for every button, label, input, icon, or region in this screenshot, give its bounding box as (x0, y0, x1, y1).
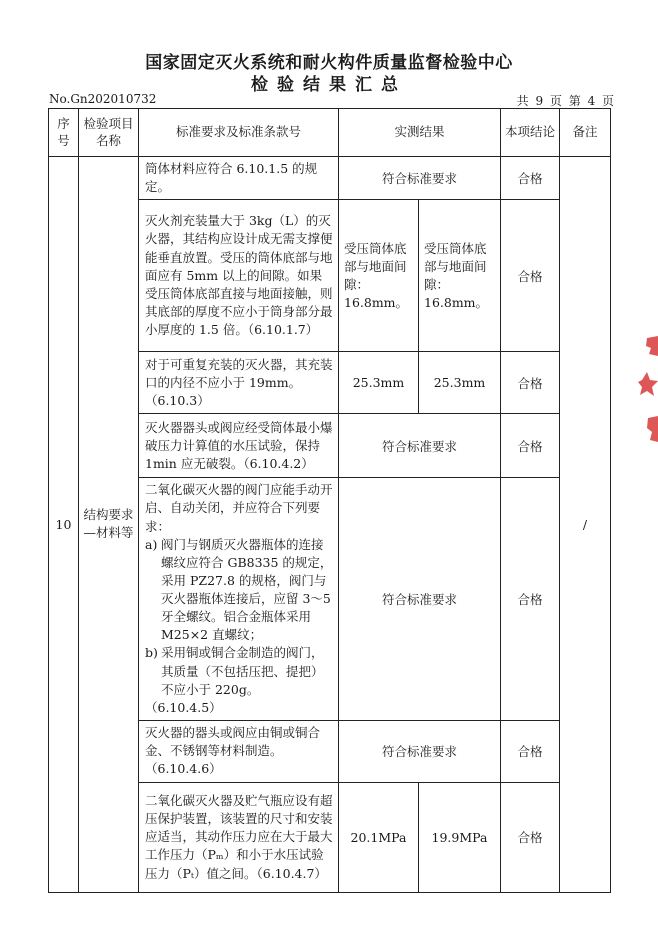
result-cell: 符合标准要求 (339, 720, 501, 782)
req-intro: 二氧化碳灭火器的阀门应能手动开启、自动关闭，并应符合下列要求： (145, 482, 333, 534)
result-cell: 符合标准要求 (339, 414, 501, 478)
conclusion-cell: 合格 (501, 157, 560, 200)
header-result: 实测结果 (339, 109, 501, 157)
result-cell: 符合标准要求 (339, 157, 501, 200)
req-cell: 灭火器的器头或阀应由铜或铜合金、不锈钢等材料制造。（6.10.4.6） (139, 720, 339, 782)
group-item: 结构要求—材料等 (79, 157, 139, 893)
conclusion-cell: 合格 (501, 414, 560, 478)
req-cell (139, 478, 339, 721)
conclusion-cell: 合格 (501, 720, 560, 782)
header-row (49, 109, 611, 157)
seal-stamp-fragment (638, 334, 658, 444)
req-sub-b (145, 644, 334, 698)
header-standard: 标准要求及标准条款号 (139, 109, 339, 157)
req-cell: 对于可重复充装的灭火器，其充装口的内径不应小于 19mm。（6.10.3） (139, 352, 339, 414)
req-cell: 灭火剂充装量大于 3kg（L）的灭火器，其结构应设计成无需支撑便能垂直放置。受压的筒体底部与地面应有 5mm 以上的间隙。如果受压筒体底部直接与地面接触，则其底部的厚度不应小于筒身部分最小厚度的 1.5 倍。（6.10.1.7） (139, 200, 339, 352)
conclusion-cell: 合格 (501, 782, 560, 892)
result-sample-b: 25.3mm (419, 352, 501, 414)
table-row (49, 157, 611, 200)
report-number: No.Gn202010732 (49, 92, 157, 106)
req-cell: 二氧化碳灭火器及贮气瓶应设有超压保护装置，该装置的尺寸和安装应适当，其动作压力应在大于最大工作压力（Pₘ）和小于水压试验压力（Pₜ）值之间。（6.10.4.7） (139, 782, 339, 892)
req-sub-a-marker: a) (145, 536, 158, 552)
conclusion-cell: 合格 (501, 200, 560, 352)
req-cell: 筒体材料应符合 6.10.1.5 的规定。 (139, 157, 339, 200)
result-sample-b: 受压筒体底部与地面间隙：16.8mm。 (419, 200, 501, 352)
req-ref: （6.10.4.5） (145, 699, 222, 715)
req-sub-b-marker: b) (145, 645, 158, 661)
conclusion-cell: 合格 (501, 478, 560, 721)
page-info: 共 9 页 第 4 页 (516, 94, 614, 108)
header-remark: 备注 (560, 109, 611, 157)
result-sample-b: 19.9MPa (419, 782, 501, 892)
result-sample-a: 受压筒体底部与地面间隙：16.8mm。 (339, 200, 419, 352)
org-title: 国家固定灭火系统和耐火构件质量监督检验中心 (145, 53, 513, 73)
results-table (48, 108, 611, 893)
doc-title: 检验结果汇总 (251, 75, 407, 95)
req-sub-a-text: 阀门与钢质灭火器瓶体的连接螺纹应符合 GB8335 的规定，采用 PZ27.8 的规格，阀门与灭火器瓶体连接后，应留 3～5 牙全螺纹。铝合金瓶体采用 M25×2 直螺纹； (161, 536, 333, 643)
result-sample-a: 25.3mm (339, 352, 419, 414)
result-cell: 符合标准要求 (339, 478, 501, 721)
group-remark: / (560, 157, 611, 893)
group-seq: 10 (49, 157, 79, 893)
header-item: 检验项目名称 (79, 109, 139, 157)
req-cell: 灭火器器头或阀应经受筒体最小爆破压力计算值的水压试验，保持 1min 应无破裂。（6.10.4.2） (139, 414, 339, 478)
header-seq: 序号 (49, 109, 79, 157)
conclusion-cell: 合格 (501, 352, 560, 414)
result-sample-a: 20.1MPa (339, 782, 419, 892)
req-sub-b-text: 采用铜或铜合金制造的阀门，其质量（不包括压把、提把）不应小于 220g。 (161, 645, 324, 697)
header-conclusion: 本项结论 (501, 109, 560, 157)
req-sub-a (145, 536, 334, 645)
